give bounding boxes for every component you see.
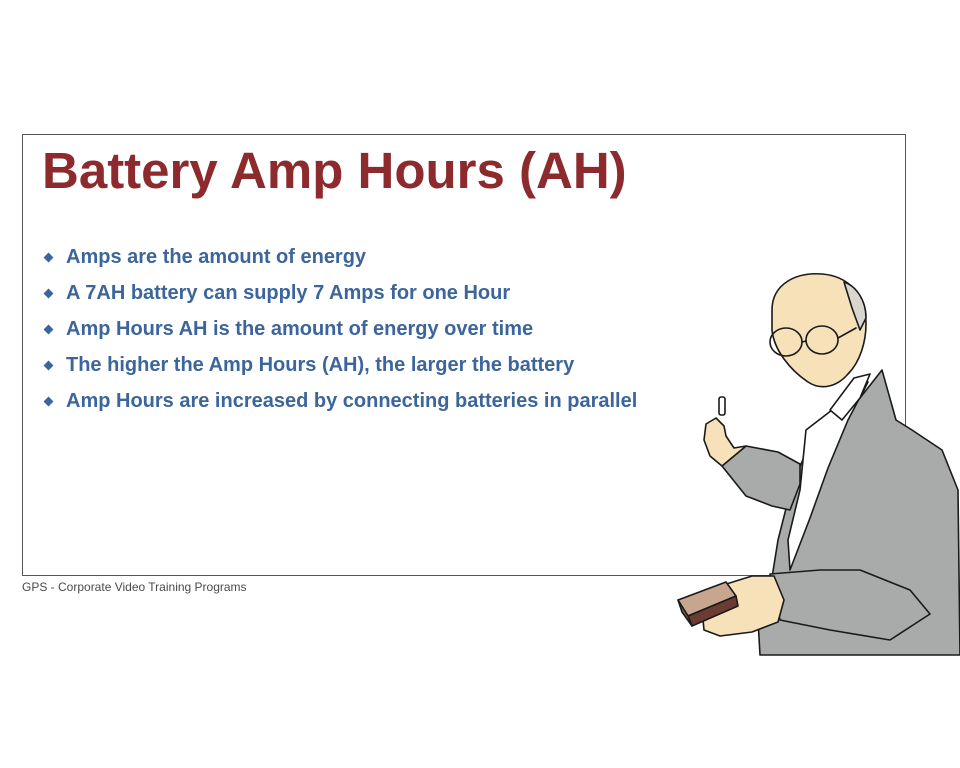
bullet-item	[44, 311, 637, 347]
footer-credit: GPS - Corporate Video Training Programs	[22, 580, 247, 594]
diamond-bullet-icon	[44, 252, 54, 262]
bullet-text: A 7AH battery can supply 7 Amps for one Hour	[66, 281, 511, 304]
bullet-item	[44, 275, 637, 311]
diamond-bullet-icon	[44, 288, 54, 298]
bullet-text: Amp Hours AH is the amount of energy over time	[66, 317, 534, 340]
bullet-text: Amps are the amount of energy	[66, 245, 367, 268]
glasses-bridge	[802, 341, 806, 342]
diamond-bullet-icon	[44, 396, 54, 406]
chalk	[719, 397, 725, 415]
diamond-bullet-icon	[44, 360, 54, 370]
diamond-bullet-icon	[44, 324, 54, 334]
bullet-item	[44, 383, 637, 419]
bullet-list	[44, 239, 637, 419]
teacher-illustration	[660, 270, 960, 660]
bullet-item	[44, 347, 637, 383]
bullet-item	[44, 239, 637, 275]
slide-title: Battery Amp Hours (AH)	[42, 142, 627, 199]
bullet-text: Amp Hours are increased by connecting batteries in parallel	[66, 389, 638, 412]
bullet-text: The higher the Amp Hours (AH), the larger the battery	[66, 353, 575, 376]
